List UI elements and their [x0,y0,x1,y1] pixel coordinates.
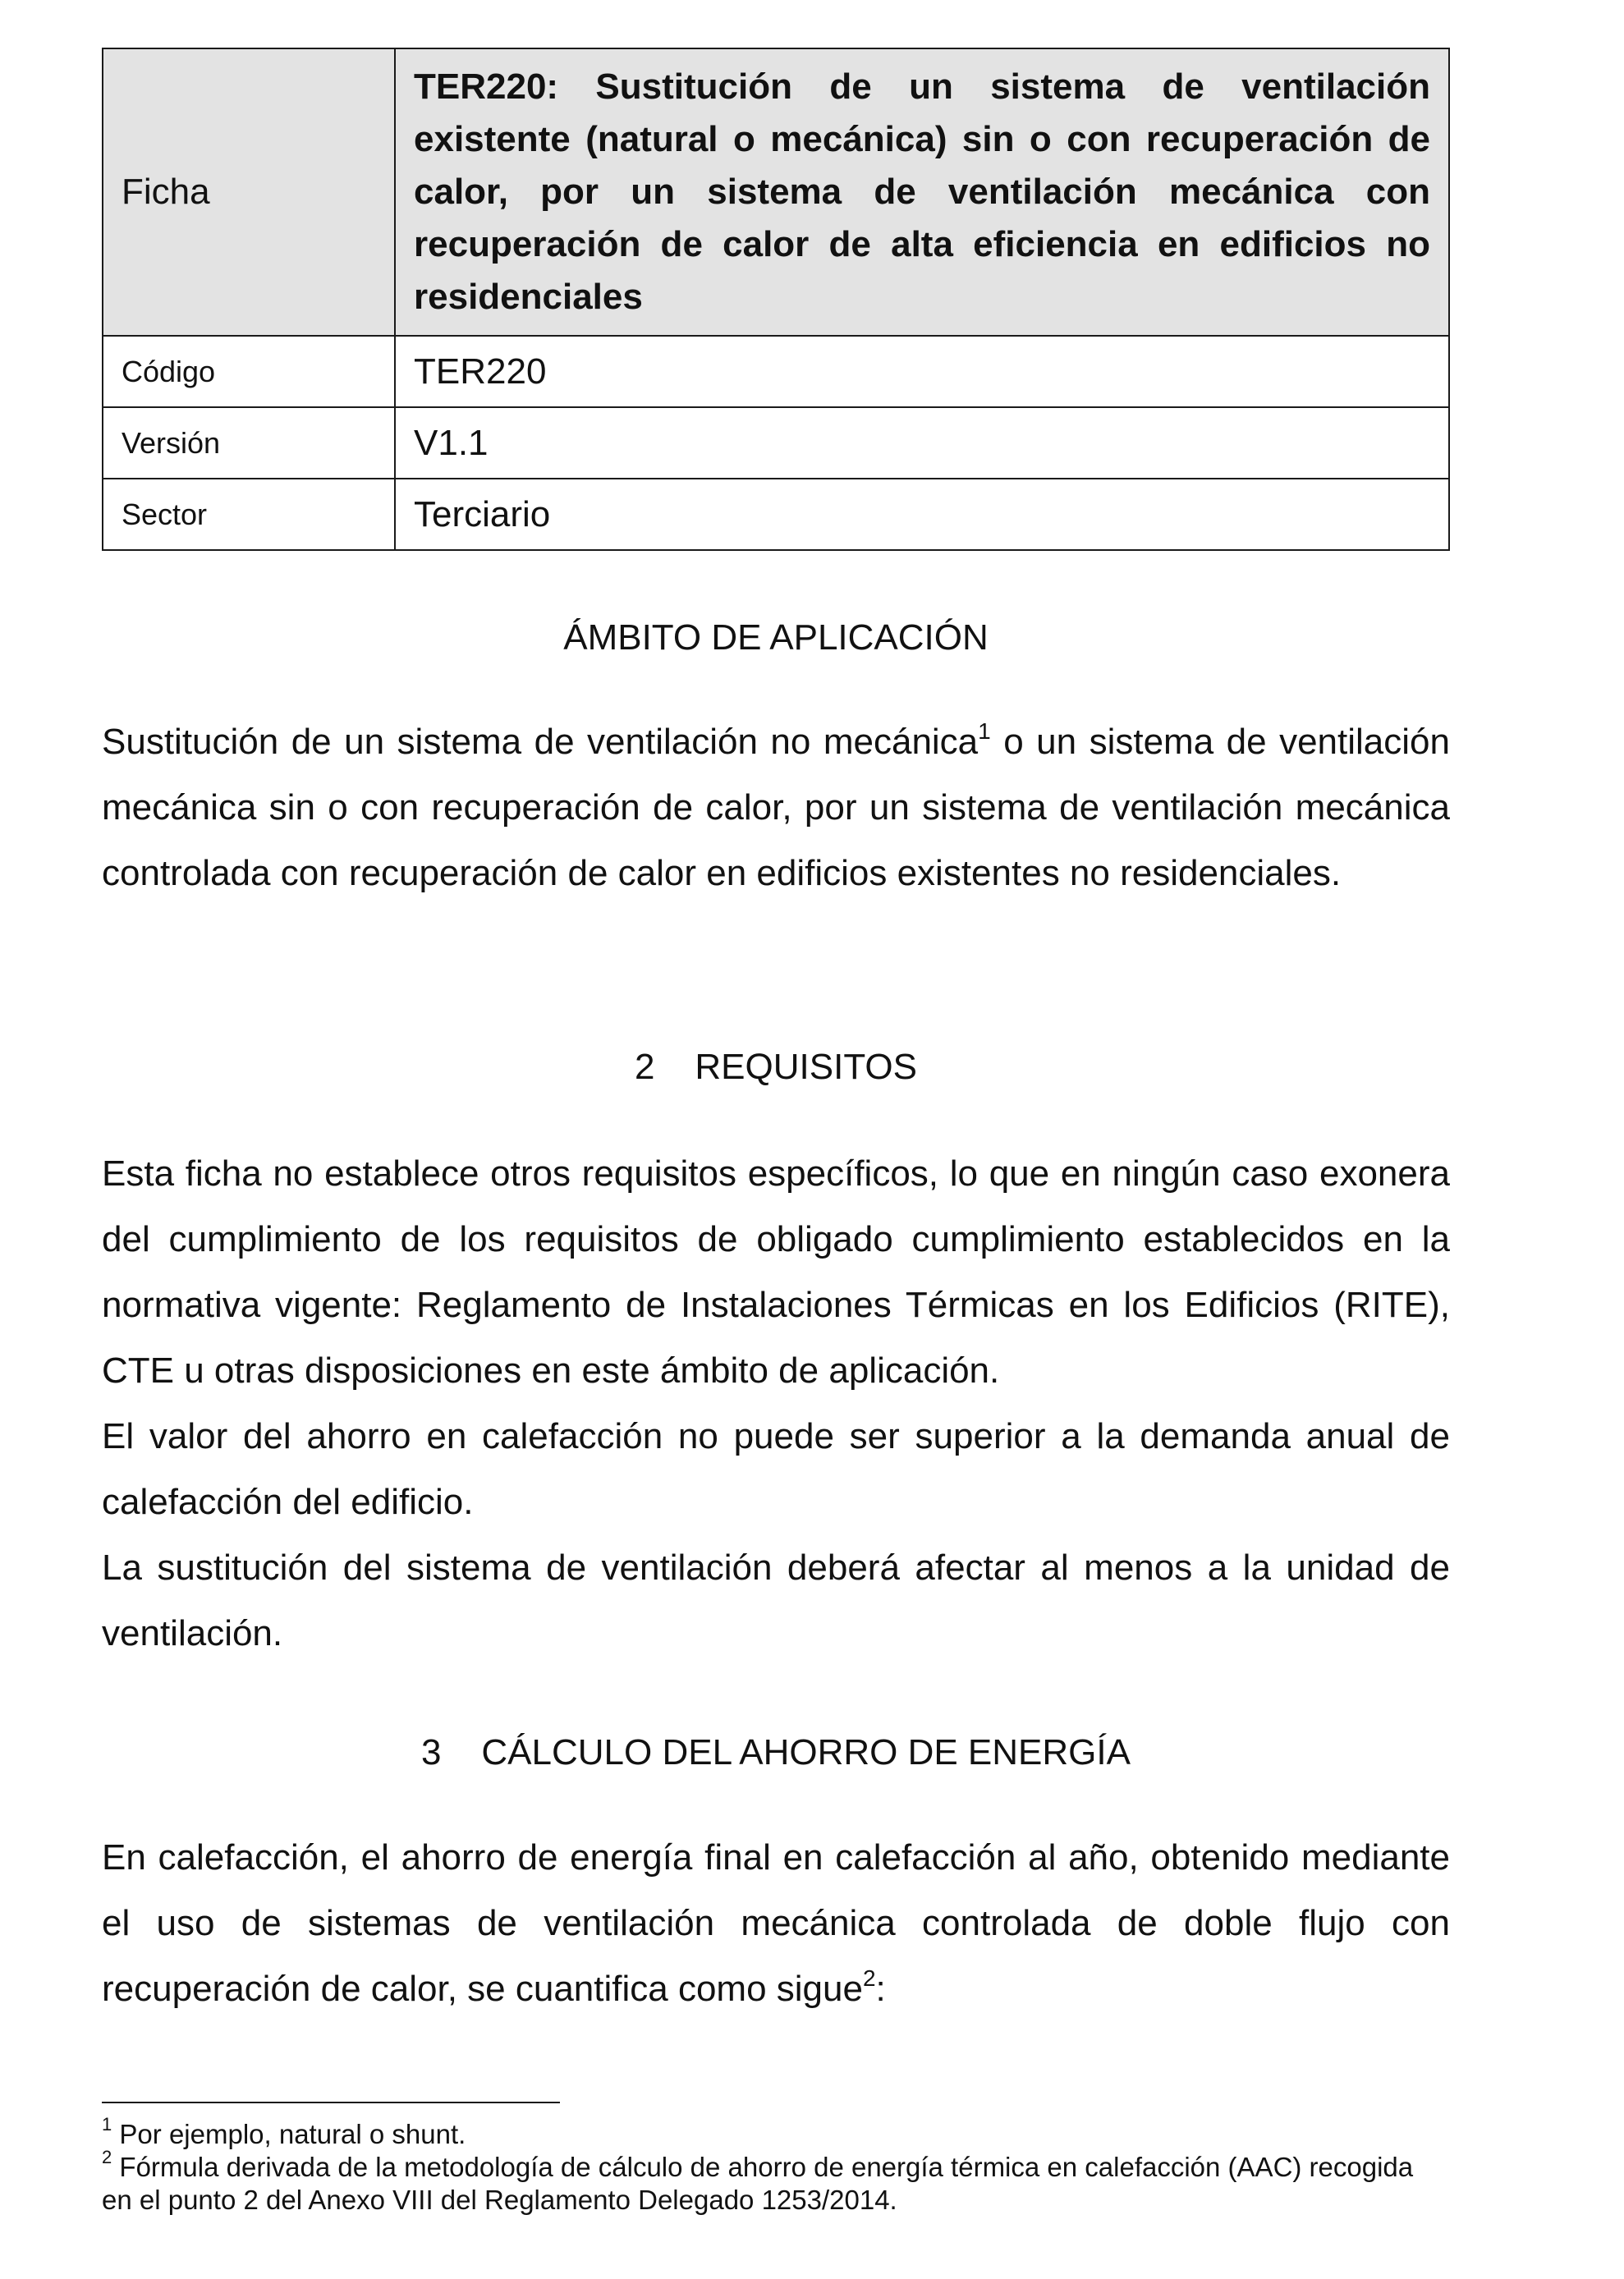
text-segment: En calefacción, el ahorro de energía final en calefacción al año, obtenido mediante el uso de sistemas de ventilación mecánica controlada de doble flujo con recuperación de calor, se cuantifica como sigue [102,1837,1450,2009]
text-segment: Sustitución de un sistema de ventilación no mecánica [102,722,979,762]
row-value: Terciario [395,479,1449,550]
table-row-version [103,407,1449,479]
section-number: 3 [421,1732,442,1772]
row-value: V1.1 [395,407,1449,479]
heading-text: ÁMBITO DE APLICACIÓN [563,617,989,658]
footnote-2 [102,2147,1450,2217]
row-label: Código [103,336,395,407]
requisitos-paragraph: Esta ficha no establece otros requisitos específicos, lo que en ningún caso exonera del cumplimiento de los requisitos de obligado cumplimiento establecidos en la normativa vigente: Reglamento de Instalaciones Térmicas en los Edificios (RITE), CTE u otras disposiciones en este ámbito de aplicación. [102,1153,1450,1391]
row-value: TER220 [395,336,1449,407]
footnote-ref-2[interactable]: 2 [862,1965,876,1992]
footnotes [102,2114,1450,2217]
section-number: 2 [635,1047,655,1087]
section-heading-ambito [102,617,1450,658]
footnote-number: 1 [102,2114,112,2135]
paragraph-calculo [102,1825,1450,2022]
section-heading-calculo [102,1732,1450,1773]
table-header-row [103,48,1449,336]
calculo-text [102,1825,1450,2022]
heading-text: CÁLCULO DEL AHORRO DE ENERGÍA [481,1732,1131,1772]
paragraph-requisitos [102,1141,1450,1667]
footnote-text: Fórmula derivada de la metodología de cálculo de ahorro de energía térmica en calefacción (AAC) recogida en el punto 2 del Anexo VIII del Reglamento Delegado 1253/2014. [102,2152,1414,2215]
section-heading-requisitos [102,1047,1450,1088]
table-row-sector [103,479,1449,550]
table-row-codigo [103,336,1449,407]
requisitos-paragraph: La sustitución del sistema de ventilación deberá afectar al menos a la unidad de ventilación. [102,1548,1450,1653]
requisitos-paragraph: El valor del ahorro en calefacción no puede ser superior a la demanda anual de calefacción del edificio. [102,1416,1450,1522]
row-label: Versión [103,407,395,479]
footnote-1 [102,2114,1450,2151]
footnote-text: Por ejemplo, natural o shunt. [119,2119,466,2149]
info-table [102,48,1450,551]
text-segment: o un sistema de ventilación mecánica sin o con recuperación de calor, por un sistema de ventilación mecánica controlada con recuperación de calor en edificios existentes no residenciales. [102,722,1450,893]
ambito-text [102,709,1450,906]
footnote-ref-1[interactable]: 1 [978,718,991,745]
row-label: Sector [103,479,395,550]
footnote-number: 2 [102,2147,112,2167]
footnote-separator [102,2102,560,2103]
heading-text: REQUISITOS [695,1047,917,1087]
text-segment: : [875,1969,886,2009]
paragraph-ambito [102,709,1450,906]
ficha-label: Ficha [103,48,395,336]
ficha-title: TER220: Sustitución de un sistema de ventilación existente (natural o mecánica) sin o con recuperación de calor, por un sistema de ventilación mecánica con recuperación de calor de alta eficiencia en edificios no residenciales [395,48,1449,336]
